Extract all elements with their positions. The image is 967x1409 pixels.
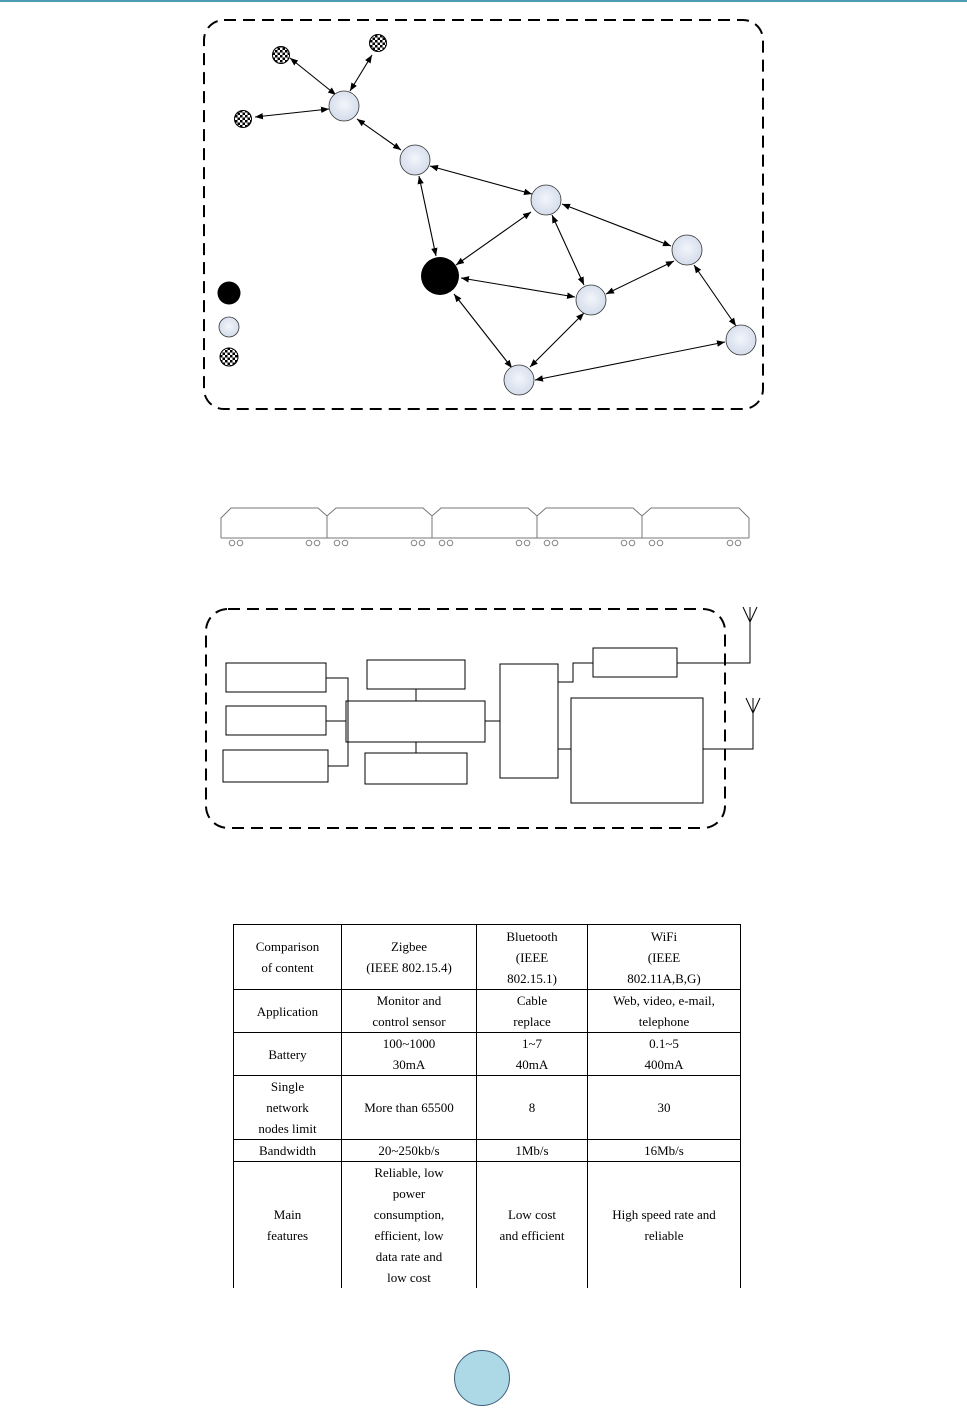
topology-links	[255, 55, 736, 380]
end-device-nodes	[235, 35, 387, 128]
end-device-icon	[273, 47, 290, 64]
table-row-label: Bandwidth	[234, 1140, 342, 1162]
table-header-cell: Comparison of content	[234, 925, 342, 990]
router-node-icon	[504, 365, 534, 395]
sink-node-icon	[421, 257, 459, 295]
router-nodes	[329, 91, 756, 395]
left-block-3	[223, 750, 328, 782]
table-cell: Reliable, low power consumption, efficient, low data rate and low cost	[342, 1162, 477, 1289]
table-cell: 1Mb/s	[477, 1140, 588, 1162]
table-row	[234, 1033, 741, 1076]
antenna-icon	[746, 698, 760, 713]
table-cell: 100~1000 30mA	[342, 1033, 477, 1076]
table-cell: Cable replace	[477, 990, 588, 1033]
table-row	[234, 1076, 741, 1140]
sink-node-icon	[218, 282, 241, 305]
table-header-cell: WiFi (IEEE 802.11A,B,G)	[588, 925, 741, 990]
table-row	[234, 1162, 741, 1289]
table-cell: Web, video, e-mail, telephone	[588, 990, 741, 1033]
table-row	[234, 1140, 741, 1162]
radio-module-block	[593, 648, 677, 677]
hardware-block-diagram	[206, 607, 760, 828]
table-row-label: Main features	[234, 1162, 342, 1289]
table-cell: Low cost and efficient	[477, 1162, 588, 1289]
bottom-center-block	[365, 753, 467, 784]
table-cell: 8	[477, 1076, 588, 1140]
table-cell: 1~7 40mA	[477, 1033, 588, 1076]
table-cell: High speed rate and reliable	[588, 1162, 741, 1289]
processor-block	[346, 701, 485, 742]
router-node-icon	[400, 145, 430, 175]
left-block-2	[226, 706, 326, 735]
table-cell: 0.1~5 400mA	[588, 1033, 741, 1076]
end-device-icon	[370, 35, 387, 52]
router-node-icon	[329, 91, 359, 121]
router-node-icon	[576, 285, 606, 315]
table-row-label: Application	[234, 990, 342, 1033]
antenna-icon	[743, 607, 757, 622]
train-wheels	[229, 540, 741, 546]
topology-legend	[218, 282, 241, 367]
table-cell: More than 65500	[342, 1076, 477, 1140]
table-header-cell: Bluetooth (IEEE 802.15.1)	[477, 925, 588, 990]
table-cell: 16Mb/s	[588, 1140, 741, 1162]
top-center-block	[367, 660, 465, 689]
router-node-icon	[672, 235, 702, 265]
page-number-badge	[454, 1350, 510, 1406]
interface-block	[500, 664, 558, 778]
topology-figure	[204, 20, 763, 409]
train-figure	[221, 508, 749, 546]
table-cell: 20~250kb/s	[342, 1140, 477, 1162]
router-node-icon	[726, 325, 756, 355]
table-header-cell: Zigbee (IEEE 802.15.4)	[342, 925, 477, 990]
router-node-icon	[219, 317, 239, 337]
table-cell: 30	[588, 1076, 741, 1140]
router-node-icon	[531, 185, 561, 215]
end-device-icon	[220, 348, 238, 366]
table-row-label: Battery	[234, 1033, 342, 1076]
comparison-table	[233, 924, 741, 1288]
table-row	[234, 990, 741, 1033]
table-row-label: Single network nodes limit	[234, 1076, 342, 1140]
table-cell: Monitor and control sensor	[342, 990, 477, 1033]
wireless-module-block	[571, 698, 703, 803]
end-device-icon	[235, 111, 252, 128]
table-header-row	[234, 925, 741, 990]
left-block-1	[226, 663, 326, 692]
